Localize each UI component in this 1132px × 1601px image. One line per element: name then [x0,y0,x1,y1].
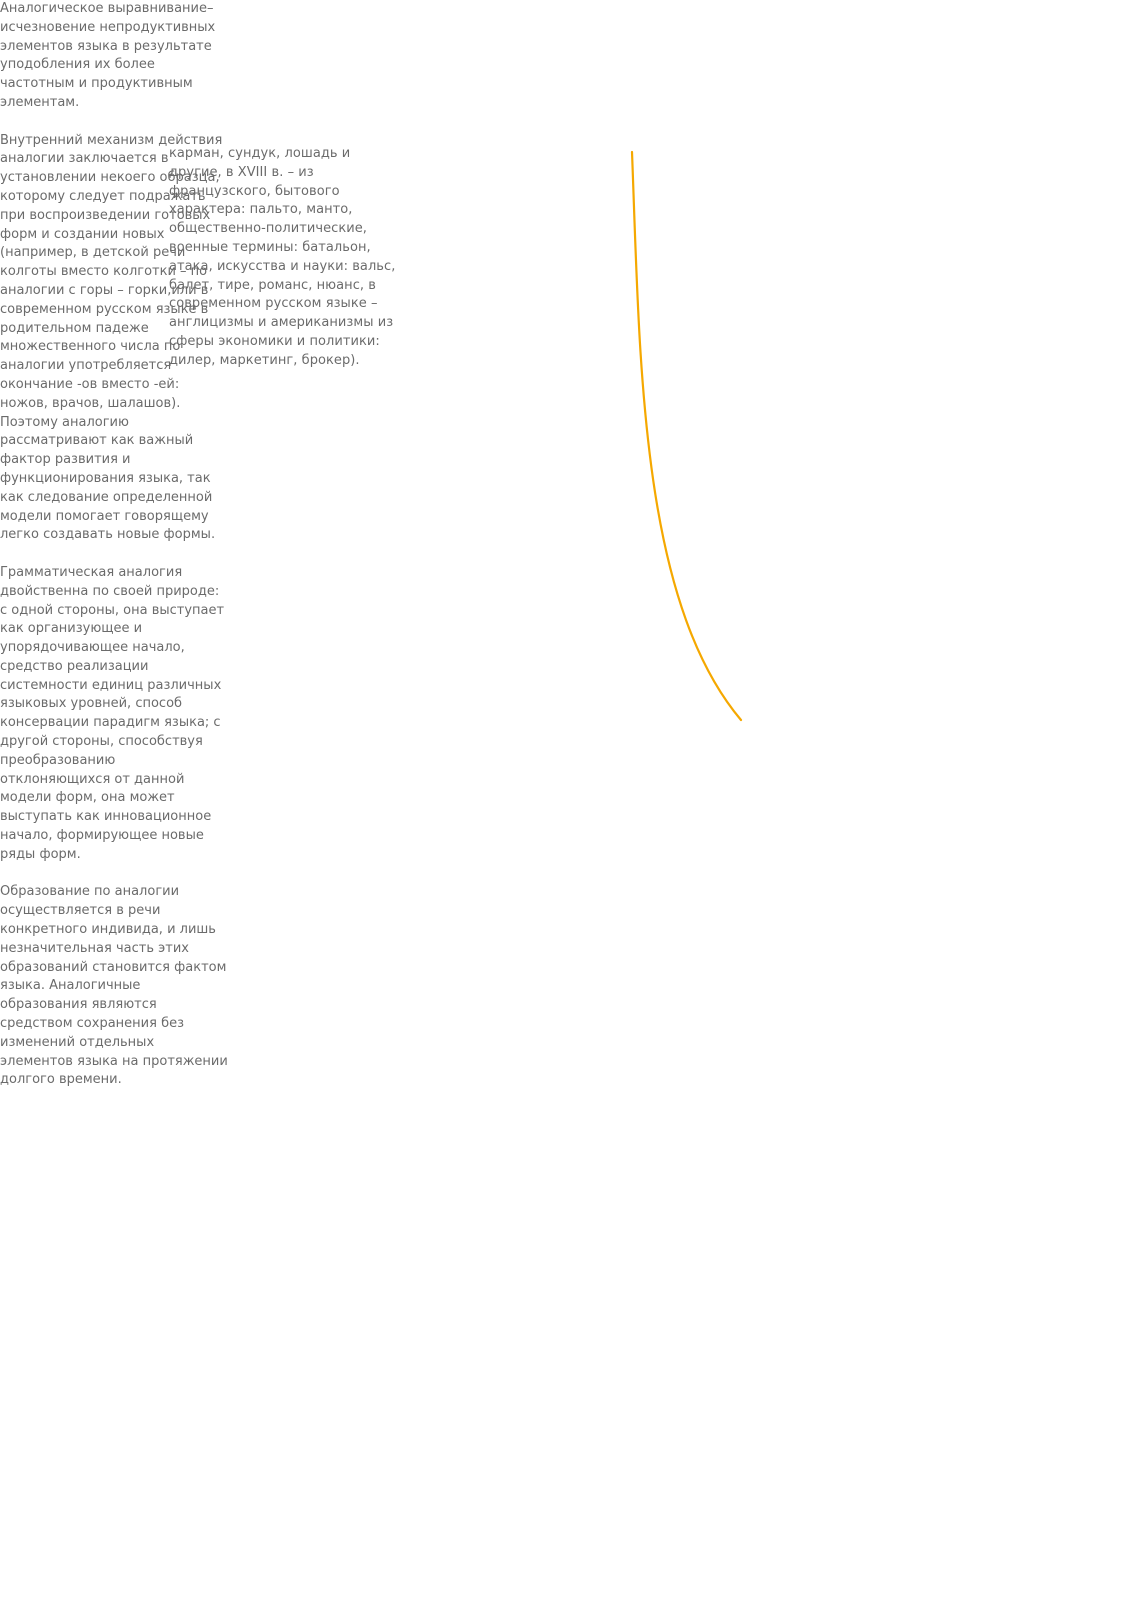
paragraph-analogical-leveling: Аналогическое выравнивание– исчезновение непродуктивных элементов языка в результате уподобления их более частотным и продуктивным элементам. [0,1,216,110]
connector-line [632,152,741,720]
paragraph-analogy-formation: Образование по аналогии осуществляется в речи конкретного индивида, и лишь незначительная часть этих образований становится фактом языка. Аналогичные образования являются средством сохранения без изменений отдельных элементов языка на протяжении долгого времени. [0,884,228,1088]
left-text-fragment: карман, сундук, лошадь и другие, в XVIII в. – из французского, бытового характера: пальто, манто, общественно-политические, военные термины: батальон, атака, искусства и науки: вальс, балет, тире, романс, нюанс, в современном русском языке – англицизмы и американизмы из сферы экономики и политики: дилер, маркетинг, брокер). [169,146,396,368]
paragraph-analogy-mechanism: Внутренний механизм действия аналогии заключается в установлении некоего образца, которому следует подражать при воспроизведении готовых форм и создании новых (например, в детской речи колготы вместо колготки – по аналогии с горы – горки,или в современном русском языке в родительном падеже множественного числа по аналогии употребляется окончание -ов вместо -ей: ножов, врачов, шалашов). Поэтому аналогию рассматривают как важный фактор развития и функционирования языка, так как следование определенной модели помогает говорящему легко создавать новые формы. [0,132,223,543]
paragraph-grammatical-analogy: Грамматическая аналогия двойственна по своей природе: с одной стороны, она выступает как организующее и упорядочивающее начало, средство реализации системности единиц различных языковых уровней, способ консервации парадигм языка; с другой стороны, способствуя преобразованию отклоняющихся от данной модели форм, она может выступать как инновационное начало, формирующее новые ряды форм. [0,564,225,862]
